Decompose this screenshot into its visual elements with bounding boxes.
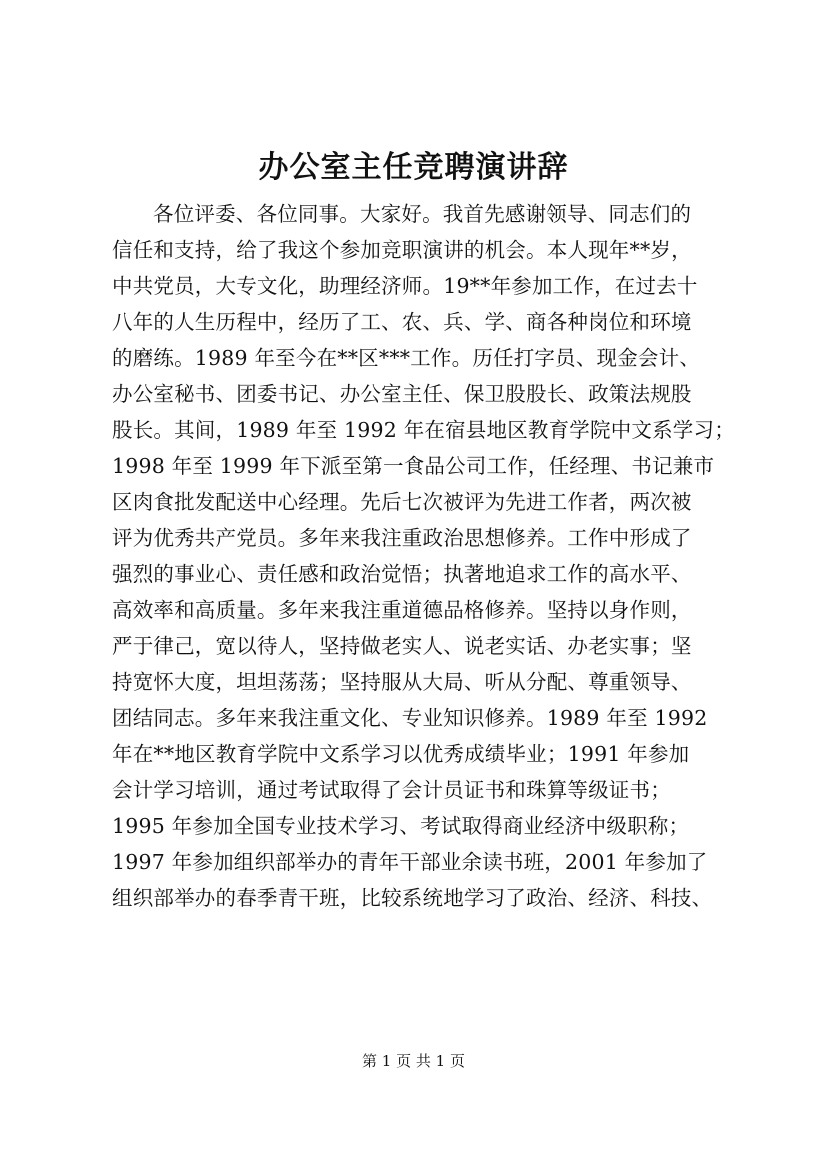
- body-line: 1998 年至 1999 年下派至第一食品公司工作，任经理、书记兼市: [112, 454, 715, 478]
- body-line: 年在**地区教育学院中文系学习以优秀成绩毕业；1991 年参加: [112, 742, 690, 766]
- body-line: 信任和支持，给了我这个参加竞职演讲的机会。本人现年**岁，: [112, 238, 692, 262]
- body-line: 办公室秘书、团委书记、办公室主任、保卫股股长、政策法规股: [112, 382, 692, 406]
- body-line: 会计学习培训，通过考试取得了会计员证书和珠算等级证书；: [112, 778, 671, 802]
- body-line: 评为优秀共产党员。多年来我注重政治思想修养。工作中形成了: [112, 526, 692, 550]
- body-line: 严于律己，宽以待人，坚持做老实人、说老实话、办老实事；坚: [112, 634, 692, 658]
- body-line: 强烈的事业心、责任感和政治觉悟；执著地追求工作的高水平、: [112, 562, 692, 586]
- body-line: 1995 年参加全国专业技术学习、考试取得商业经济中级职称；: [112, 814, 690, 838]
- body-line: 持宽怀大度，坦坦荡荡；坚持服从大局、听从分配、尊重领导、: [112, 670, 692, 694]
- document-title: 办公室主任竞聘演讲辞: [258, 150, 569, 185]
- body-line: 团结同志。多年来我注重文化、专业知识修养。1989 年至 1992: [112, 706, 708, 730]
- body-line: 八年的人生历程中，经历了工、农、兵、学、商各种岗位和环境: [112, 310, 692, 334]
- page-footer: 第 1 页 共 1 页: [362, 1052, 465, 1070]
- body-line: 1997 年参加组织部举办的青年干部业余读书班，2001 年参加了: [112, 850, 708, 874]
- document-body: [112, 196, 735, 916]
- body-line: 各位评委、各位同事。大家好。我首先感谢领导、同志们的: [153, 202, 692, 226]
- body-line: 中共党员，大专文化，助理经济师。19**年参加工作，在过去十: [112, 274, 698, 298]
- body-line: 的磨练。1989 年至今在**区***工作。历任打字员、现金会计、: [112, 346, 701, 370]
- body-line: 股长。其间，1989 年至 1992 年在宿县地区教育学院中文系学习；: [112, 418, 735, 442]
- body-line: 组织部举办的春季青干班，比较系统地学习了政治、经济、科技、: [112, 886, 713, 910]
- body-line: 区肉食批发配送中心经理。先后七次被评为先进工作者，两次被: [112, 490, 692, 514]
- body-line: 高效率和高质量。多年来我注重道德品格修养。坚持以身作则，: [112, 598, 692, 622]
